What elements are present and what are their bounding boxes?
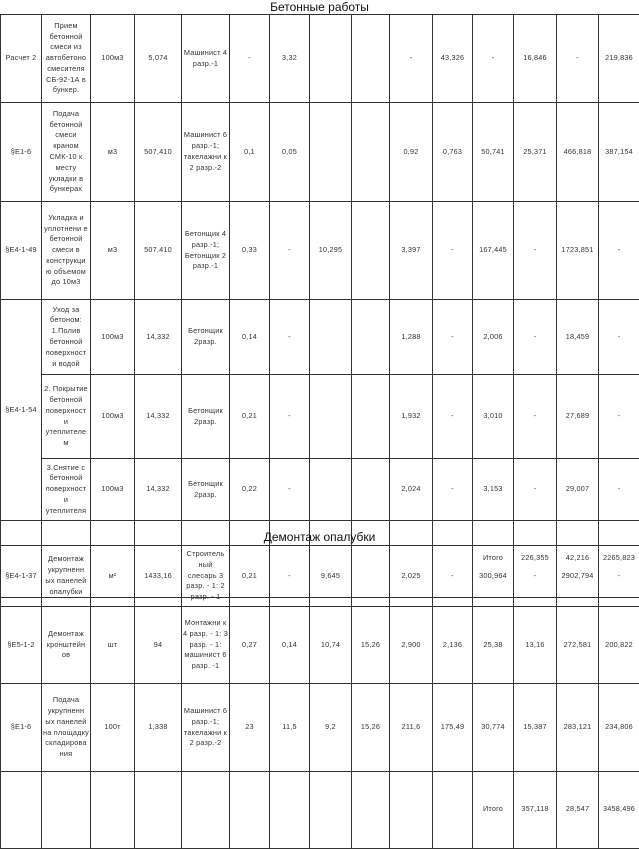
value-cell-c11: - bbox=[433, 546, 473, 607]
value-cell-c14: 2902,794 bbox=[557, 546, 599, 607]
table-row bbox=[1, 15, 639, 103]
value-cell-c7: - bbox=[270, 375, 310, 459]
value-cell-c13: - bbox=[514, 459, 557, 521]
value-cell-c9 bbox=[352, 15, 390, 103]
total-c13-cell: 28,547 bbox=[557, 772, 599, 849]
value-cell-c12: 300,964 bbox=[473, 546, 514, 607]
value-cell-c12: 2,006 bbox=[473, 300, 514, 375]
value-cell-c13: 16,846 bbox=[514, 15, 557, 103]
value-cell-c15: - bbox=[599, 300, 639, 375]
norm-code-cell: §Е1-6 bbox=[1, 684, 42, 772]
quantity-cell: 94 bbox=[135, 607, 182, 684]
norm-code-cell: §Е4-1-54 bbox=[1, 300, 42, 521]
table-row bbox=[1, 607, 639, 684]
value-cell-c12: 3,010 bbox=[473, 375, 514, 459]
value-cell-c9 bbox=[352, 300, 390, 375]
value-cell-c12: 167,445 bbox=[473, 202, 514, 300]
unit-cell: 100м3 bbox=[91, 459, 135, 521]
work-name-cell: Подача укрупненн ых панелей на площадку складирова ния bbox=[42, 684, 91, 772]
table-row bbox=[1, 202, 639, 300]
value-cell-c8 bbox=[310, 15, 352, 103]
value-cell-c8 bbox=[310, 375, 352, 459]
value-cell-c15: - bbox=[599, 202, 639, 300]
norm-code-cell: §Е1-6 bbox=[1, 103, 42, 202]
value-cell-c6: 23 bbox=[230, 684, 270, 772]
quantity-cell: 14,332 bbox=[135, 300, 182, 375]
norm-code-cell: §Е4-1-37 bbox=[1, 546, 42, 607]
unit-cell: м3 bbox=[91, 103, 135, 202]
value-cell-c13: - bbox=[514, 375, 557, 459]
value-cell-c11: - bbox=[433, 375, 473, 459]
quantity-cell: 507,410 bbox=[135, 103, 182, 202]
value-cell-c14: 466,818 bbox=[557, 103, 599, 202]
empty-cell bbox=[433, 772, 473, 849]
value-cell-c15: 234,806 bbox=[599, 684, 639, 772]
value-cell-c8: 9,645 bbox=[310, 546, 352, 607]
value-cell-c15: - bbox=[599, 546, 639, 607]
value-cell-c10: 0,92 bbox=[390, 103, 433, 202]
value-cell-c6: 0,33 bbox=[230, 202, 270, 300]
work-name-cell: Уход за бетоном: 1.Полив бетонной поверхност и водой bbox=[42, 300, 91, 375]
value-cell-c11: 0,763 bbox=[433, 103, 473, 202]
value-cell-c8: 10,74 bbox=[310, 607, 352, 684]
value-cell-c6: 0,22 bbox=[230, 459, 270, 521]
table-row bbox=[1, 375, 639, 459]
value-cell-c12: 25,38 bbox=[473, 607, 514, 684]
value-cell-c14: - bbox=[557, 15, 599, 103]
quantity-cell: 1433,16 bbox=[135, 546, 182, 607]
value-cell-c9 bbox=[352, 375, 390, 459]
work-name-cell: Демонтаж кронштейн ов bbox=[42, 607, 91, 684]
total-c12-cell: 226,355 bbox=[514, 521, 557, 598]
value-cell-c10: 1,932 bbox=[390, 375, 433, 459]
empty-cell bbox=[42, 772, 91, 849]
value-cell-c10: - bbox=[390, 15, 433, 103]
value-cell-c6: 0,14 bbox=[230, 300, 270, 375]
value-cell-c8 bbox=[310, 300, 352, 375]
value-cell-c11: 2,136 bbox=[433, 607, 473, 684]
table-row bbox=[1, 103, 639, 202]
crew-cell: Машинист 6 разр.-1; такелажни к 2 разр.-2 bbox=[182, 103, 230, 202]
value-cell-c9 bbox=[352, 459, 390, 521]
work-name-cell: Подача бетонной смеси краном СМК-10 к месту укладки в бункерах bbox=[42, 103, 91, 202]
value-cell-c11: 175,49 bbox=[433, 684, 473, 772]
value-cell-c15: 200,822 bbox=[599, 607, 639, 684]
work-name-cell: 3.Снятие с бетонной поверхност и утеплителя bbox=[42, 459, 91, 521]
quantity-cell: 507,410 bbox=[135, 202, 182, 300]
total-label-cell: Итого bbox=[473, 521, 514, 598]
value-cell-c15: 219,836 bbox=[599, 15, 639, 103]
value-cell-c13: 25,371 bbox=[514, 103, 557, 202]
crew-cell: Машинист 4 разр.-1 bbox=[182, 15, 230, 103]
work-name-cell: Демонтаж укрупненн ых панелей опалубки bbox=[42, 546, 91, 607]
value-cell-c9 bbox=[352, 546, 390, 607]
value-cell-c8: 10,295 bbox=[310, 202, 352, 300]
value-cell-c11: - bbox=[433, 300, 473, 375]
value-cell-c14: 1723,851 bbox=[557, 202, 599, 300]
value-cell-c12: 3,153 bbox=[473, 459, 514, 521]
norm-code-cell: §Е4-1-49 bbox=[1, 202, 42, 300]
value-cell-c13: - bbox=[514, 546, 557, 607]
empty-cell bbox=[182, 772, 230, 849]
value-cell-c9 bbox=[352, 103, 390, 202]
empty-cell bbox=[310, 772, 352, 849]
value-cell-c6: 0,21 bbox=[230, 375, 270, 459]
value-cell-c10: 211,6 bbox=[390, 684, 433, 772]
value-cell-c15: 387,154 bbox=[599, 103, 639, 202]
value-cell-c13: - bbox=[514, 300, 557, 375]
quantity-cell: 5,074 bbox=[135, 15, 182, 103]
total-c13-cell: 42,216 bbox=[557, 521, 599, 598]
concrete-works-table bbox=[0, 14, 639, 598]
value-cell-c13: 13,16 bbox=[514, 607, 557, 684]
value-cell-c8 bbox=[310, 103, 352, 202]
unit-cell: 100т bbox=[91, 684, 135, 772]
value-cell-c10: 2,900 bbox=[390, 607, 433, 684]
value-cell-c14: 283,121 bbox=[557, 684, 599, 772]
value-cell-c14: 27,689 bbox=[557, 375, 599, 459]
quantity-cell: 14,332 bbox=[135, 375, 182, 459]
unit-cell: шт bbox=[91, 607, 135, 684]
value-cell-c14: 272,581 bbox=[557, 607, 599, 684]
value-cell-c7: - bbox=[270, 300, 310, 375]
formwork-dismantling-table bbox=[0, 545, 639, 849]
section-title-concrete: Бетонные работы bbox=[0, 0, 639, 14]
value-cell-c11: 43,326 bbox=[433, 15, 473, 103]
unit-cell: 100м3 bbox=[91, 375, 135, 459]
value-cell-c9: 15,26 bbox=[352, 684, 390, 772]
empty-cell bbox=[230, 772, 270, 849]
value-cell-c6: 0,21 bbox=[230, 546, 270, 607]
value-cell-c14: 18,459 bbox=[557, 300, 599, 375]
value-cell-c15: - bbox=[599, 459, 639, 521]
unit-cell: 100м3 bbox=[91, 300, 135, 375]
value-cell-c10: 2,025 bbox=[390, 546, 433, 607]
value-cell-c11: - bbox=[433, 459, 473, 521]
value-cell-c8: 9,2 bbox=[310, 684, 352, 772]
value-cell-c13: 15,387 bbox=[514, 684, 557, 772]
empty-cell bbox=[390, 772, 433, 849]
value-cell-c6: 0,1 bbox=[230, 103, 270, 202]
work-name-cell: Укладка и уплотнени е бетонной смеси в конструкци ю объемом до 10м3 bbox=[42, 202, 91, 300]
total-c12-cell: 357,118 bbox=[514, 772, 557, 849]
crew-cell: Бетонщик 2разр. bbox=[182, 459, 230, 521]
table-row bbox=[1, 684, 639, 772]
quantity-cell: 1,338 bbox=[135, 684, 182, 772]
crew-cell: Бетонщик 4 разр.-1; Бетонщик 2 разр.-1 bbox=[182, 202, 230, 300]
value-cell-c7: - bbox=[270, 202, 310, 300]
total-label-cell: Итого bbox=[473, 772, 514, 849]
value-cell-c11: - bbox=[433, 202, 473, 300]
value-cell-c10: 2,024 bbox=[390, 459, 433, 521]
empty-cell bbox=[352, 772, 390, 849]
value-cell-c7: - bbox=[270, 459, 310, 521]
value-cell-c7: 0,14 bbox=[270, 607, 310, 684]
crew-cell: Строитель ный слесарь 3 разр. - 1: 2 разр. - 1 bbox=[182, 546, 230, 607]
norm-code-cell: §Е5-1-2 bbox=[1, 607, 42, 684]
empty-cell bbox=[270, 772, 310, 849]
norm-code-cell: Расчет 2 bbox=[1, 15, 42, 103]
table-row bbox=[1, 546, 639, 607]
unit-cell: 100м3 bbox=[91, 15, 135, 103]
table-row bbox=[1, 300, 639, 375]
total-c14-cell: 2265,823 bbox=[599, 521, 639, 598]
work-name-cell: 2. Покрытие бетонной поверхност и утеплителе м bbox=[42, 375, 91, 459]
value-cell-c13: - bbox=[514, 202, 557, 300]
empty-cell bbox=[1, 772, 42, 849]
value-cell-c15: - bbox=[599, 375, 639, 459]
value-cell-c9: 15,26 bbox=[352, 607, 390, 684]
work-name-cell: Прием бетонной смеси из автобетоно смесителя СБ-92-1А в бункер. bbox=[42, 15, 91, 103]
unit-cell: м² bbox=[91, 546, 135, 607]
crew-cell: Бетонщик 2разр. bbox=[182, 300, 230, 375]
value-cell-c10: 3,397 bbox=[390, 202, 433, 300]
value-cell-c9 bbox=[352, 202, 390, 300]
empty-cell bbox=[91, 772, 135, 849]
empty-cell bbox=[135, 772, 182, 849]
crew-cell: Машинист 6 разр.-1; такелажни к 2 разр.-2 bbox=[182, 684, 230, 772]
value-cell-c7: 0,05 bbox=[270, 103, 310, 202]
value-cell-c12: - bbox=[473, 15, 514, 103]
crew-cell: Монтажни к 4 разр. - 1: 3 разр. - 1: машинист 6 разр. -1 bbox=[182, 607, 230, 684]
value-cell-c14: 29,007 bbox=[557, 459, 599, 521]
value-cell-c12: 50,741 bbox=[473, 103, 514, 202]
total-c14-cell: 3458,496 bbox=[599, 772, 639, 849]
value-cell-c6: 0,27 bbox=[230, 607, 270, 684]
value-cell-c7: - bbox=[270, 546, 310, 607]
value-cell-c10: 1,288 bbox=[390, 300, 433, 375]
value-cell-c6: - bbox=[230, 15, 270, 103]
unit-cell: м3 bbox=[91, 202, 135, 300]
table-row bbox=[1, 459, 639, 521]
total-row bbox=[1, 772, 639, 849]
value-cell-c7: 3,32 bbox=[270, 15, 310, 103]
section-title-dismantling: Демонтаж опалубки bbox=[0, 530, 639, 544]
value-cell-c12: 30,774 bbox=[473, 684, 514, 772]
crew-cell: Бетонщик 2разр. bbox=[182, 375, 230, 459]
value-cell-c8 bbox=[310, 459, 352, 521]
value-cell-c7: 11,5 bbox=[270, 684, 310, 772]
quantity-cell: 14,332 bbox=[135, 459, 182, 521]
